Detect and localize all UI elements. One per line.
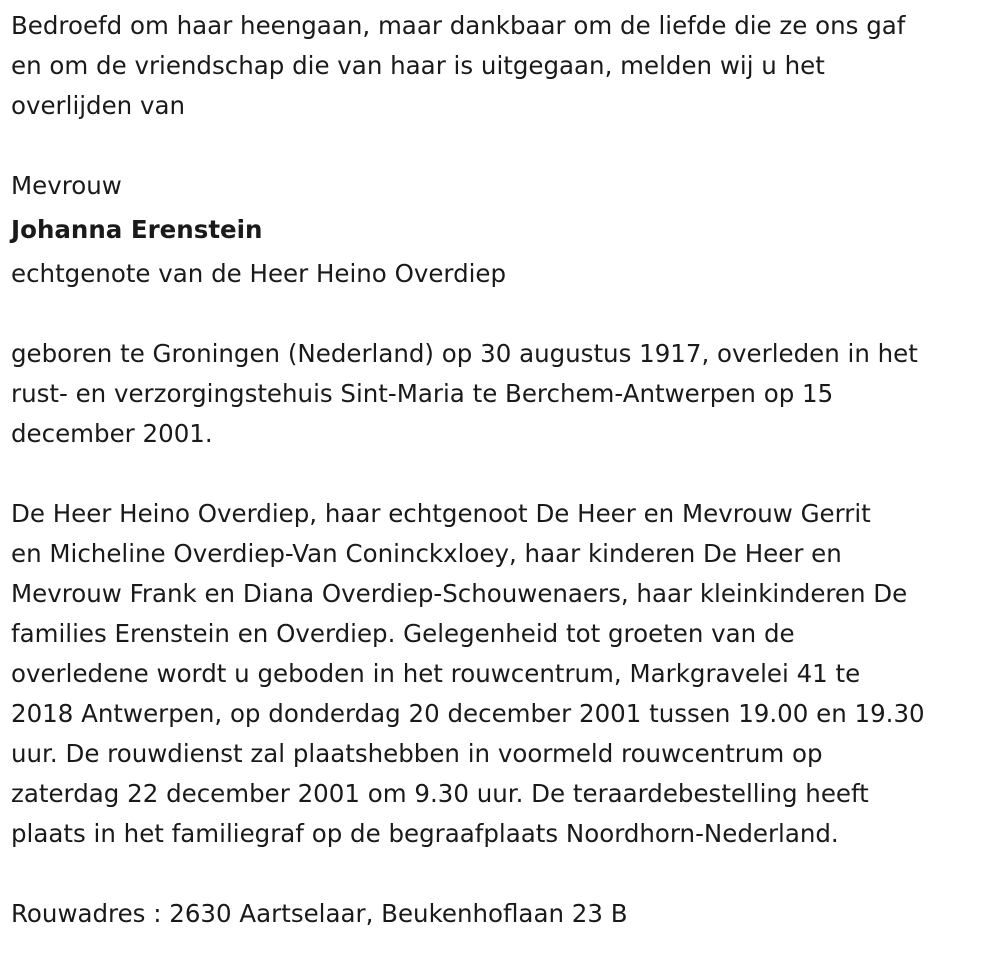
spacer [11,126,991,166]
mourning-address: Rouwadres : 2630 Aartselaar, Beukenhoflaan 23 B [11,899,628,928]
spacer [11,454,991,494]
spouse-line: echtgenote van de Heer Heino Overdiep [11,259,507,288]
deceased-name: Johanna Erenstein [11,215,263,244]
salutation: Mevrouw [11,171,122,200]
family-ceremony-paragraph: De Heer Heino Overdiep, haar echtgenoot De Heer en Mevrouw Gerrit en Micheline Overdiep-Van Coninckxloey, haar kinderen De Heer en Mevrouw Frank en Diana Overdiep-Schouwenaers, haar kleinkinderen De families Erenstein en Overdiep. Gelegenheid tot groeten van de overledene wordt u geboden in het rouwcentrum, Markgravelei 41 te 2018 Antwerpen, op donderdag 20 december 2001 tussen 19.00 en 19.30 uur. De rouwdienst zal plaatshebben in voormeld rouwcentrum op zaterdag 22 december 2001 om 9.30 uur. De teraardebestelling heeft plaats in het familiegraf op de begraafplaats Noordhorn-Nederland. [11,499,925,848]
birth-death-paragraph: geboren te Groningen (Nederland) op 30 augustus 1917, overleden in het rust- en verzorgingstehuis Sint-Maria te Berchem-Antwerpen op 15 december 2001. [11,339,918,448]
spacer [11,854,991,894]
obituary-notice [11,6,991,934]
spacer [11,294,991,334]
intro-paragraph: Bedroefd om haar heengaan, maar dankbaar om de liefde die ze ons gaf en om de vriendschap die van haar is uitgegaan, melden wij u het overlijden van [11,11,906,120]
